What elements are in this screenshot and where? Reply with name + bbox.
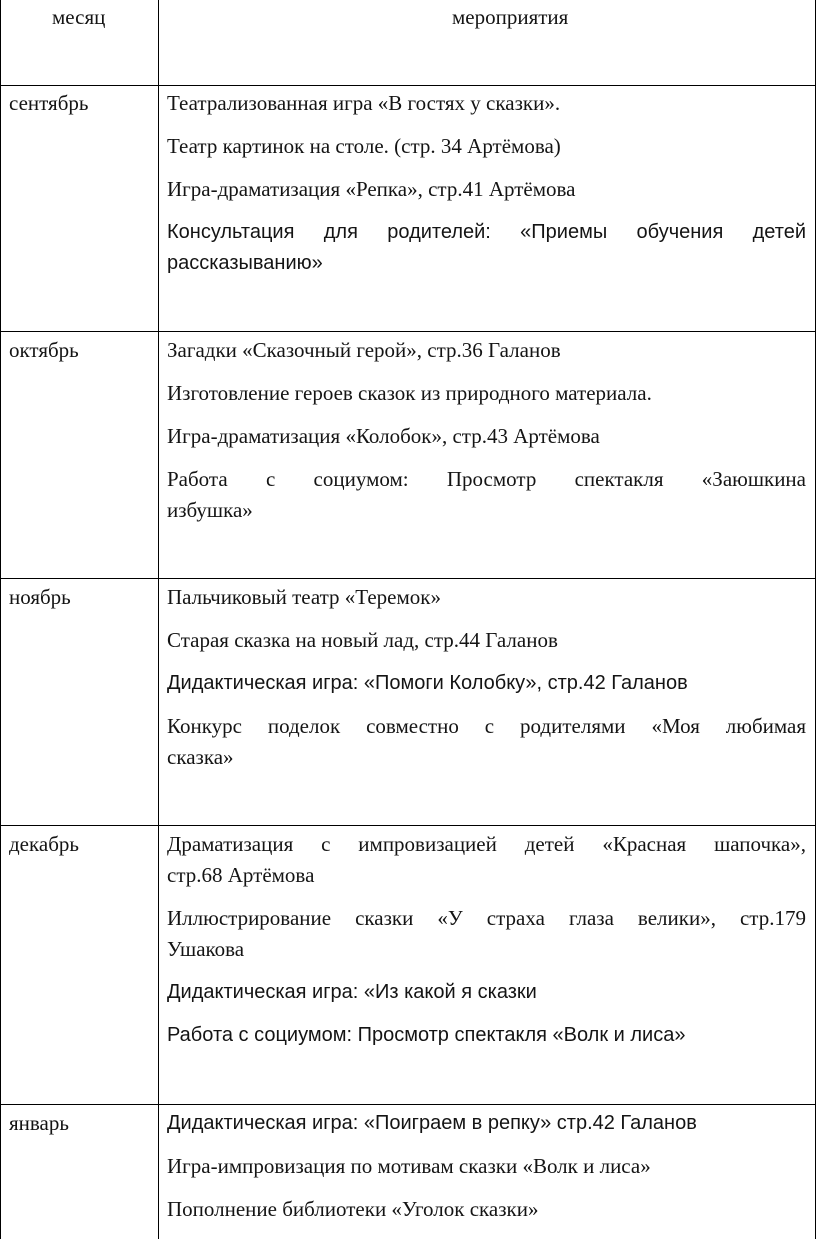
event-item: Дидактическая игра: «Из какой я сказки: [167, 981, 537, 1003]
event-item: Загадки «Сказочный герой», стр.36 Галанов: [167, 338, 561, 362]
event-item: Работа с социумом: Просмотр спектакля «Волк и лиса»: [167, 1024, 686, 1046]
month-cell: январь: [9, 1111, 69, 1135]
event-item: Конкурс поделок совместно с родителями «Моя любимая: [167, 714, 806, 738]
event-item: Игра-драматизация «Репка», стр.41 Артёмова: [167, 177, 576, 201]
event-item: Пальчиковый театр «Теремок»: [167, 585, 441, 609]
month-cell: декабрь: [9, 832, 79, 856]
row-divider: [0, 825, 816, 826]
table-border-left: [0, 0, 1, 1239]
event-item: Работа с социумом: Просмотр спектакля «Заюшкина: [167, 467, 806, 491]
event-item: Игра-импровизация по мотивам сказки «Волк и лиса»: [167, 1154, 651, 1178]
row-divider: [0, 331, 816, 332]
header-month: месяц: [52, 5, 106, 29]
month-cell: сентябрь: [9, 91, 89, 115]
event-item-continuation: сказка»: [167, 745, 234, 769]
event-item: Театрализованная игра «В гостях у сказки».: [167, 91, 561, 115]
event-item: Драматизация с импровизацией детей «Красная шапочка»,: [167, 832, 806, 856]
event-item-continuation: стр.68 Артёмова: [167, 863, 315, 887]
month-cell: октябрь: [9, 338, 79, 362]
event-item: Дидактическая игра: «Помоги Колобку», стр.42 Галанов: [167, 672, 688, 694]
event-item: Старая сказка на новый лад, стр.44 Галанов: [167, 628, 558, 652]
event-item-continuation: рассказыванию»: [167, 252, 323, 274]
event-item-continuation: Ушакова: [167, 937, 245, 961]
event-item: Дидактическая игра: «Поиграем в репку» стр.42 Галанов: [167, 1112, 697, 1134]
row-divider: [0, 85, 816, 86]
header-events: мероприятия: [452, 5, 569, 29]
event-item: Театр картинок на столе. (стр. 34 Артёмова): [167, 134, 561, 158]
event-item: Консультация для родителей: «Приемы обучения детей: [167, 221, 806, 243]
table-column-divider: [158, 0, 159, 1239]
event-item: Пополнение библиотеки «Уголок сказки»: [167, 1197, 539, 1221]
event-item: Игра-драматизация «Колобок», стр.43 Артёмова: [167, 424, 600, 448]
event-item: Иллюстрирование сказки «У страха глаза велики», стр.179: [167, 906, 806, 930]
month-cell: ноябрь: [9, 585, 71, 609]
event-item: Изготовление героев сказок из природного материала.: [167, 381, 652, 405]
row-divider: [0, 1104, 816, 1105]
row-divider: [0, 578, 816, 579]
event-item-continuation: избушка»: [167, 498, 253, 522]
